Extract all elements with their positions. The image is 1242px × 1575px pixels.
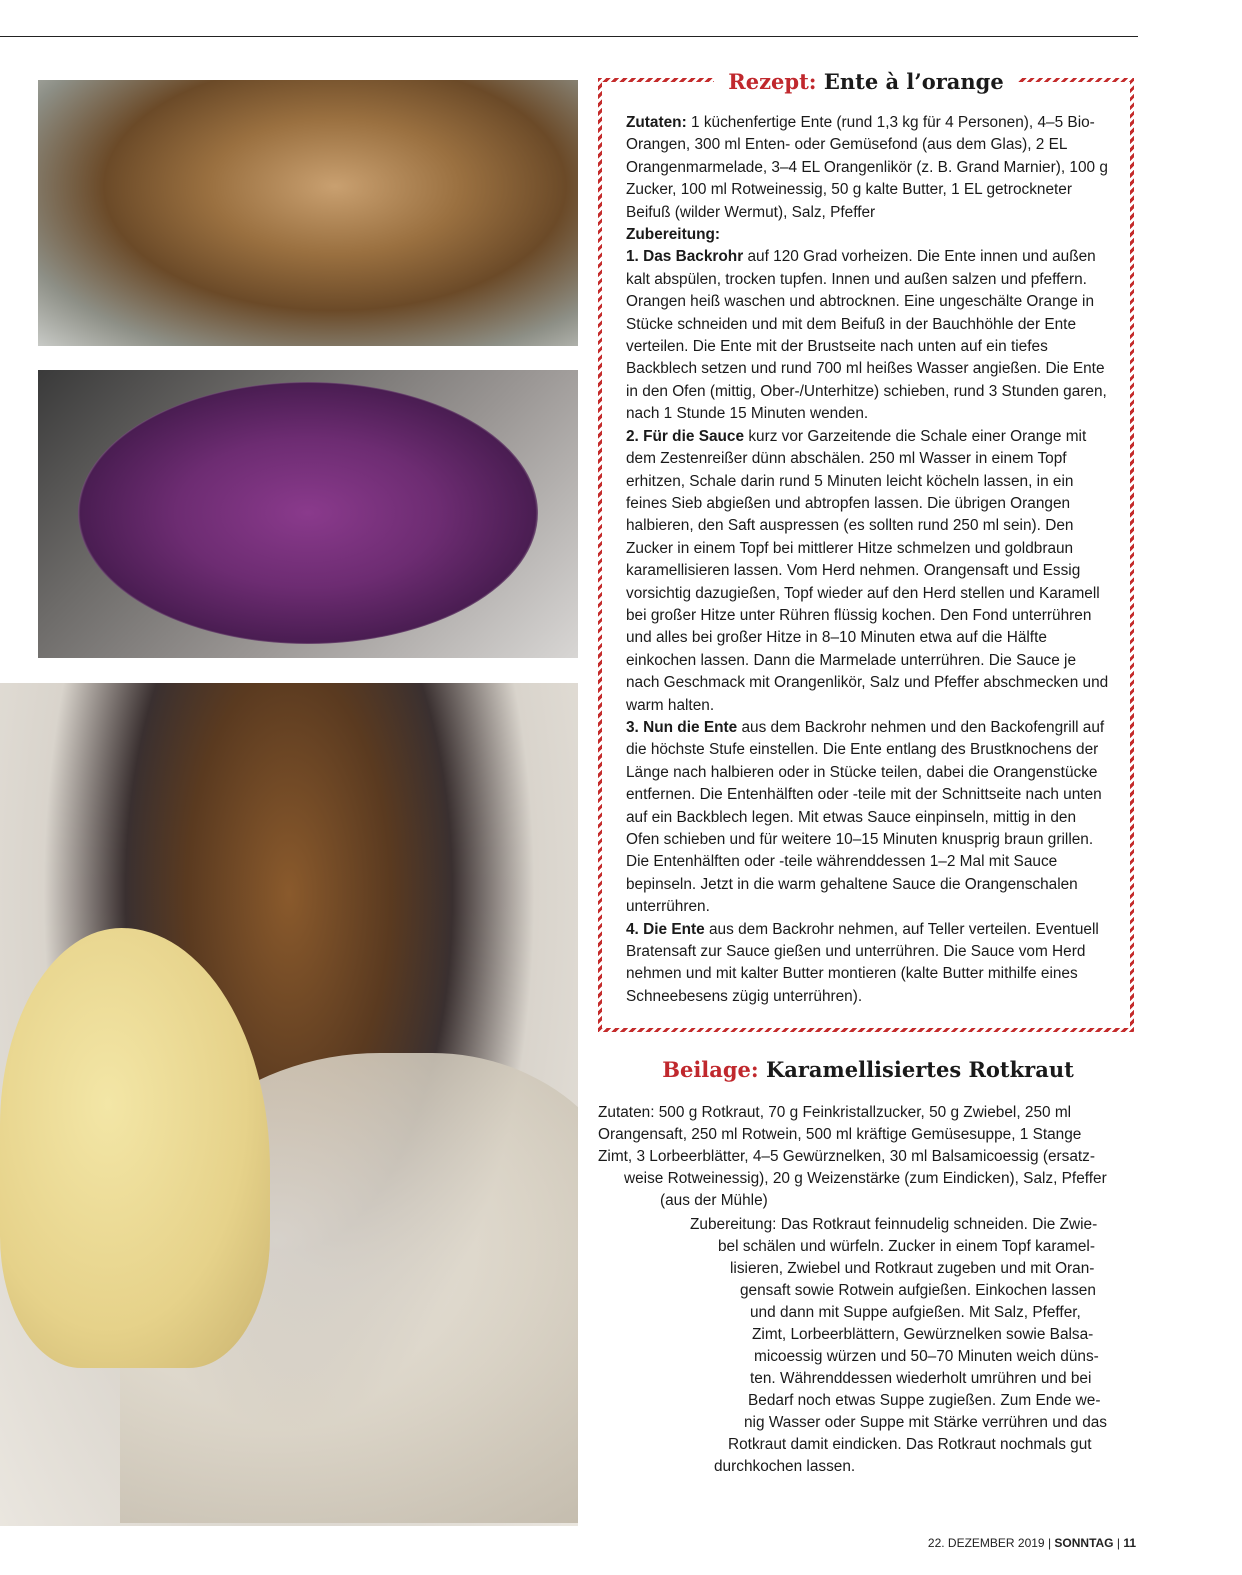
recipe-text — [626, 112, 1112, 1008]
side-line: gensaft sowie Rotwein aufgießen. Einkochen lassen — [740, 1282, 1096, 1299]
paragraph: Zutaten: 1 küchenfertige Ente (rund 1,3 kg für 4 Personen), 4–5 Bio-Orangen, 300 ml Enten- oder Gemüsefond (aus dem Glas), 2 EL Orangenmarmelade, 3–4 EL Orangenlikör (z. B. Grand Marnier), 100 g Zucker, 100 ml Rotweinessig, 50 g kalte Butter, 1 EL getrockneter Beifuß (wilder Wermut), Salz, Pfeffer — [626, 114, 1108, 221]
recipe-title-label: Rezept: — [728, 69, 817, 94]
footer-date: 22. DEZEMBER 2019 — [927, 1536, 1045, 1550]
side-line: weise Rotweinessig), 20 g Weizenstärke (zum Eindicken), Salz, Pfeffer — [624, 1170, 1107, 1187]
side-line: micoessig würzen und 50–70 Minuten weich düns- — [754, 1348, 1099, 1365]
red-cabbage-photo — [38, 370, 578, 658]
recipe-box — [598, 69, 1134, 1032]
paragraph: Zubereitung: — [626, 226, 721, 244]
side-line: nig Wasser oder Suppe mit Stärke verrühren und das — [744, 1414, 1108, 1431]
page-footer: 22. DEZEMBER 2019 | SONNTAG | 11 — [927, 1536, 1136, 1550]
footer-page: 11 — [1123, 1536, 1136, 1550]
side-line: durchkochen lassen. — [714, 1458, 856, 1475]
paragraph: 2. Für die Sauce kurz vor Garzeitende die Schale einer Orange mit dem Zestenreißer dünn abschälen. 250 ml Wasser in einem Topf erhitzen, Schale darin rund 5 Minuten leicht köcheln lassen, in ein feines Sieb abgießen und abtropfen lassen. Die übrigen Orangen halbieren, den Saft auspressen (es sollten rund 250 ml sein). Den Zucker in einem Topf bei mittlerer Hitze schmelzen und goldbraun karamellisieren lassen. Vom Herd nehmen. Orangensaft und Essig vorsichtig dazugießen, Topf wieder auf den Herd stellen und Karamell bei großer Hitze unter Rühren flüssig kochen. Den Fond unterrühren und alles bei großer Hitze in 8–10 Minuten etwa auf die Hälfte einkochen lassen. Dann die Marmelade unterrühren. Die Sauce je nach Geschmack mit Orangenlikör, Salz und Pfeffer abschmecken und warm halten. — [626, 427, 1109, 714]
side-line: ten. Währenddessen wiederholt umrühren und bei — [750, 1370, 1092, 1387]
paragraph: 4. Die Ente aus dem Backrohr nehmen, auf Teller verteilen. Eventuell Bratensaft zur Sauce gießen und unterrühren. Die Sauce vom Herd nehmen und mit kalter Butter montieren (kalte Butter mithilfe eines Schneebesens zügig unterrühren). — [626, 920, 1099, 1005]
side-line: Bedarf noch etwas Suppe zugießen. Zum Ende we- — [748, 1392, 1101, 1409]
side-dish-title — [598, 1056, 1138, 1084]
side-line: und dann mit Suppe aufgießen. Mit Salz, Pfeffer, — [750, 1304, 1081, 1321]
side-line: Rotkraut damit eindicken. Das Rotkraut nochmals gut — [728, 1436, 1092, 1453]
paragraph: 1. Das Backrohr auf 120 Grad vorheizen. Die Ente innen und außen kalt abspülen, trocken tupfen. Innen und außen salzen und pfeffern. Orangen heiß waschen und abtrocknen. Eine ungeschälte Orange in Stücke schneiden und mit dem Beifuß in der Bauchhöhle der Ente verteilen. Die Ente mit der Brustseite nach unten auf ein tiefes Backblech setzen und rund 700 ml heißes Wasser angießen. Die Ente in den Ofen (mittig, Ober-/Unterhitze) schieben, rund 3 Stunden garen, nach 1 Stunde 15 Minuten wenden. — [626, 248, 1107, 423]
roast-duck-photo — [38, 80, 578, 346]
paragraph: 3. Nun die Ente aus dem Backrohr nehmen und den Backofengrill auf die höchste Stufe einstellen. Die Ente entlang des Brustknochens der Länge nach halbieren oder in Stücke teilen, dabei die Orangenstücke entfernen. Die Entenhälften oder -teile mit der Schnittseite nach unten auf ein Backblech legen. Mit etwas Sauce einpinseln, mittig in den Ofen schieben und für weitere 10–15 Minuten knusprig braun grillen. Die Entenhälften oder -teile währenddessen 1–2 Mal mit Sauce bepinseln. Jetzt in die warm gehaltene Sauce die Orangenschalen unterrühren. — [626, 718, 1105, 916]
side-title-text: Karamellisiertes Rotkraut — [765, 1057, 1074, 1082]
side-line: (aus der Mühle) — [660, 1192, 768, 1209]
side-line: bel schälen und würfeln. Zucker in einem Topf karamel- — [718, 1238, 1095, 1255]
side-line: Zimt, 3 Lorbeerblätter, 4–5 Gewürznelken, 30 ml Balsamicoessig (ersatz- — [598, 1148, 1095, 1165]
side-line: Zutaten: 500 g Rotkraut, 70 g Feinkristallzucker, 50 g Zwiebel, 250 ml — [598, 1104, 1072, 1121]
side-line: Zubereitung: Das Rotkraut feinnudelig schneiden. Die Zwie- — [690, 1216, 1098, 1233]
cabbage-bowl — [78, 382, 538, 644]
dumpling — [0, 928, 270, 1368]
top-rule — [0, 36, 1138, 37]
footer-publication: SONNTAG — [1054, 1536, 1114, 1550]
duck-carving-photo — [0, 683, 578, 1526]
side-line: Orangensaft, 250 ml Rotwein, 500 ml kräftige Gemüsesuppe, 1 Stange — [598, 1126, 1082, 1143]
recipe-title — [714, 68, 1017, 96]
side-line: Zimt, Lorbeerblättern, Gewürznelken sowie Balsa- — [752, 1326, 1094, 1343]
recipe-title-text: Ente à l’orange — [823, 69, 1004, 94]
side-title-label: Beilage: — [662, 1057, 759, 1082]
side-line: lisieren, Zwiebel und Rotkraut zugeben und mit Oran- — [730, 1260, 1095, 1277]
